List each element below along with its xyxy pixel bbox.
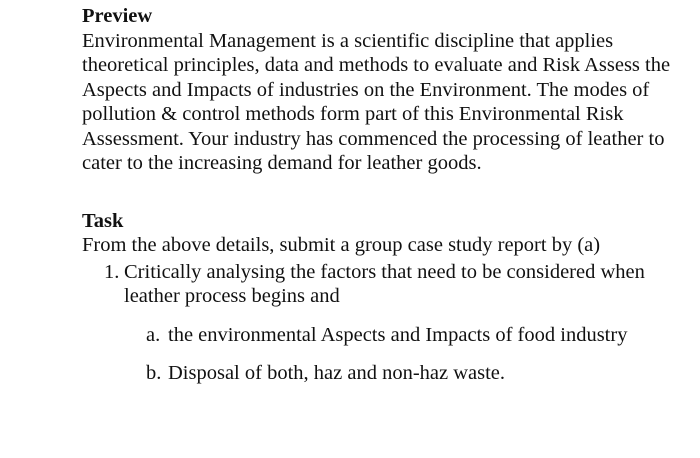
sub-item-b: [82, 361, 692, 386]
preview-section: [82, 4, 692, 176]
sub-item-text: Disposal of both, haz and non-haz waste.: [168, 362, 506, 384]
task-item-text: Critically analysing the factors that need to be considered when leather process begins and: [124, 260, 645, 307]
sub-item-text: the environmental Aspects and Impacts of food industry: [168, 323, 628, 346]
task-list: [82, 260, 692, 309]
preview-heading: Preview: [82, 5, 153, 27]
task-item-1: [82, 260, 692, 309]
sub-item-letter: b.: [146, 362, 162, 384]
task-section: [82, 209, 692, 386]
task-item-number: 1.: [104, 260, 120, 283]
sub-item-a: [82, 323, 692, 348]
task-heading: Task: [82, 209, 124, 232]
preview-paragraph: Environmental Management is a scientific discipline that applies theoretical principles, data and methods to evaluate and Risk Assess the Aspects and Impacts of industries on the Environment. The modes of pollution & control methods form part of this Environmental Risk Assessment. Your industry has commenced the processing of leather to cater to the increasing demand for leather goods.: [82, 29, 671, 174]
task-intro: From the above details, submit a group case study report by (a): [82, 234, 601, 256]
document: [82, 4, 692, 386]
sub-item-letter: a.: [146, 323, 161, 346]
